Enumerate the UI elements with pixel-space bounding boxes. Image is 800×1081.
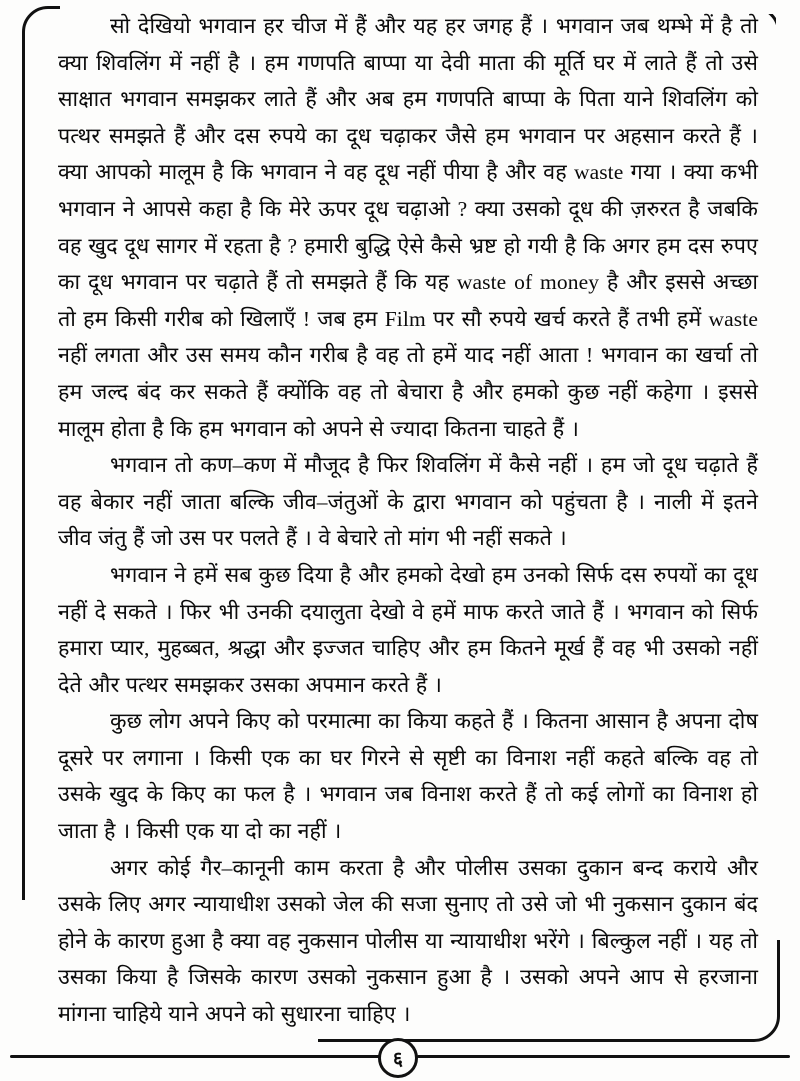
paragraph-4: कुछ लोग अपने किए को परमात्मा का किया कहते हैं । कितना आसान है अपना दोष दूसरे पर लगाना । किसी एक का घर गिरने से सृष्टी का विनाश नहीं कहते बल्कि वह तो उसके खुद के किए का फल है । भगवान जब विनाश करते हैं तो कई लोगों का विनाश हो जाता है । किसी एक या दो का नहीं । [58, 709, 758, 844]
paragraph-2: भगवान तो कण–कण में मौजूद है फिर शिवलिंग में कैसे नहीं । हम जो दूध चढ़ाते हैं वह बेकार नहीं जाता बल्कि जीव–जंतुओं के द्वारा भगवान को पहुंचता है । नाली में इतने जीव जंतु हैं जो उस पर पलते हैं । वे बेचारे तो मांग भी नहीं सकते । [58, 453, 758, 551]
page-number-label: ६ [393, 1048, 403, 1070]
paragraph-3: भगवान ने हमें सब कुछ दिया है और हमको देखो हम उनको सिर्फ दस रुपयों का दूध नहीं दे सकते । फिर भी उनकी दयालुता देखो वे हमें माफ करते जाते हैं । भगवान को सिर्फ हमारा प्यार, मुहब्बत, श्रद्धा और इज्जत चाहिए और हम कितने मूर्ख हैं वह भी उसको नहीं देते और पत्थर समझकर उसका अपमान करते हैं । [58, 562, 758, 697]
page-text-body [58, 8, 758, 1033]
frame-mask-right [776, 10, 800, 940]
paragraph-1: सो देखियो भगवान हर चीज में हैं और यह हर जगह हैं । भगवान जब थम्भे में है तो क्या शिवलिंग में नहीं है । हम गणपति बाप्पा या देवी माता की मूर्ति घर में लाते हैं तो उसे साक्षात भगवान समझकर लाते हैं और अब हम गणपति बाप्पा के पिता याने शिवलिंग को पत्थर समझते हैं और दस रुपये का दूध चढ़ाकर जैसे हम भगवान पर अहसान करते हैं । क्या आपको मालूम है कि भगवान ने वह दूध नहीं पीया है और वह waste गया । क्या कभी भगवान ने आपसे कहा है कि मेरे ऊपर दूध चढ़ाओ ? क्या उसको दूध की ज़रुरत है जबकि वह खुद दूध सागर में रहता है ? हमारी बुद्धि ऐसे कैसे भ्रष्ट हो गयी है कि अगर हम दस रुपए का दूध भगवान पर चढ़ाते हैं तो समझते हैं कि यह waste of money है और इससे अच्छा तो हम किसी गरीब को खिलाएँ ! जब हम Film पर सौ रुपये खर्च करते हैं तभी हमें waste नहीं लगता और उस समय कौन गरीब है वह तो हमें याद नहीं आता ! भगवान का खर्चा तो हम जल्द बंद कर सकते हैं क्योंकि वह तो बेचारा है और हमको कुछ नहीं कहेगा । इससे मालूम होता है कि हम भगवान को अपने से ज्यादा कितना चाहते हैं । [58, 14, 758, 441]
page-number-badge [378, 1038, 418, 1078]
footer-rule-right [417, 1055, 790, 1058]
paragraph-5: अगर कोई गैर–कानूनी काम करता है और पोलीस उसका दुकान बन्द कराये और उसके लिए अगर न्यायाधीश उसको जेल की सजा सुनाए तो उसे जो भी नुकसान दुकान बंद होने के कारण हुआ है क्या वह नुकसान पोलीस या न्यायाधीश भरेंगे । बिल्कुल नहीं । यह तो उसका किया है जिसके कारण उसको नुकसान हुआ है । उसको अपने आप से हरजाना मांगना चाहिये याने अपने को सुधारना चाहिए । [58, 855, 758, 1027]
footer-rule-left [10, 1055, 385, 1058]
page-footer [0, 1030, 800, 1081]
